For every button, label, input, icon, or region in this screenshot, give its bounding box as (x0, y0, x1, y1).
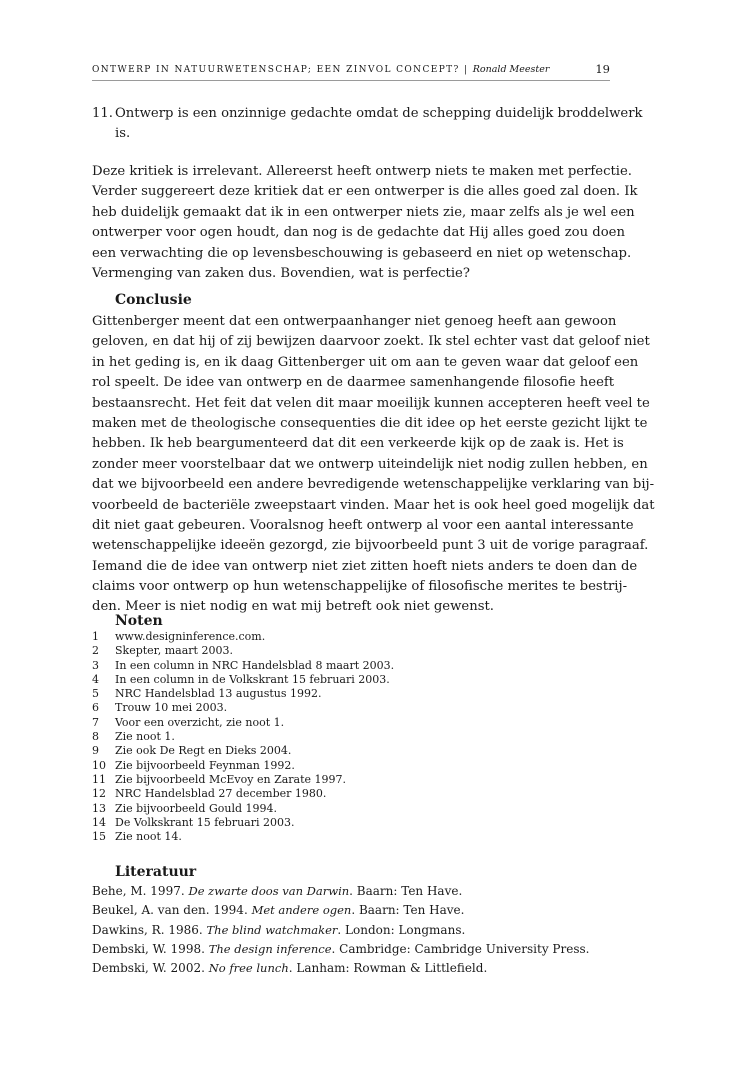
section-heading-noten: Noten (115, 613, 163, 629)
section-heading-literatuur: Literatuur (115, 864, 197, 880)
text-line: Verder suggereert deze kritiek dat er een ontwerper is die alles goed zal doen. Ik (92, 184, 638, 200)
notes-list (92, 630, 492, 844)
item-number: 11. (92, 106, 113, 121)
note-item (92, 759, 492, 773)
text-line: dat we bijvoorbeeld een andere bevredigende wetenschappelijke verklaring van bij- (92, 477, 655, 493)
text-line: geloven, en dat hij of zij bewijzen daarvoor zoekt. Ik stel echter vast dat geloof niet (92, 334, 650, 350)
note-text: De Volkskrant 15 februari 2003. (115, 815, 295, 829)
text-line: bestaansrecht. Het feit dat velen dit maar moeilijk kunnen accepteren heeft veel te (92, 395, 650, 411)
text-line: heb duidelijk gemaakt dat ik in een ontwerper niets zie, maar zelfs als je wel een (92, 204, 635, 220)
reference-title: The blind watchmaker (206, 922, 338, 937)
note-item (92, 802, 492, 816)
note-text: NRC Handelsblad 13 augustus 1992. (115, 687, 322, 701)
reference-item: Behe, M. 1997. De zwarte doos van Darwin. Baarn: Ten Have. (92, 884, 463, 898)
note-item (92, 673, 492, 687)
note-number: 12 (92, 787, 106, 801)
note-item (92, 730, 492, 744)
note-item (92, 773, 492, 787)
note-text: Zie noot 1. (115, 730, 175, 744)
text-line: rol speelt. De idee van ontwerp en de daarmee samenhangende filosofie heeft (92, 375, 615, 391)
reference-title: The design inference (208, 941, 332, 956)
note-item (92, 701, 492, 715)
note-number: 4 (92, 672, 99, 686)
numbered-item-11 (92, 104, 643, 145)
note-item (92, 787, 492, 801)
reference-title: De zwarte doos van Darwin (188, 884, 350, 898)
paragraph-critique (92, 162, 638, 284)
reference-item: Beukel, A. van den. 1994. Met andere ogen. Baarn: Ten Have. (92, 903, 465, 918)
note-number: 8 (92, 730, 99, 744)
running-header (92, 62, 610, 81)
note-number: 7 (92, 715, 99, 729)
note-text: Zie bijvoorbeeld Gould 1994. (115, 801, 278, 815)
note-text: Zie bijvoorbeeld McEvoy en Zarate 1997. (115, 772, 346, 786)
note-text: Zie ook De Regt en Dieks 2004. (115, 744, 292, 758)
reference-title: No free lunch (208, 961, 289, 976)
note-number: 10 (92, 758, 106, 772)
note-item (92, 716, 492, 730)
reference-item: Dembski, W. 2002. No free lunch. Lanham: Rowman & Littlefield. (92, 961, 488, 976)
text-line: Vermenging van zaken dus. Bovendien, wat is perfectie? (92, 265, 470, 281)
text-line: Iemand die de idee van ontwerp niet ziet zitten hoeft niets anders te doen dan de (92, 558, 638, 574)
section-heading-conclusie: Conclusie (115, 292, 192, 308)
running-author: Ronald Meester (472, 64, 550, 75)
note-text: Zie noot 14. (115, 830, 182, 844)
text-line: Gittenberger meent dat een ontwerpaanhanger niet genoeg heeft aan gewoon (92, 314, 617, 329)
note-item (92, 687, 492, 701)
reference-title: Met andere ogen (251, 903, 352, 918)
note-item (92, 816, 492, 830)
text-line: in het geding is, en ik daag Gittenberger uit om aan te geven waar dat geloof een (92, 354, 639, 370)
text-line: voorbeeld de bacteriële zweepstaart vinden. Maar het is ook heel goed mogelijk dat (92, 497, 655, 513)
note-number: 11 (92, 772, 106, 786)
note-item (92, 830, 492, 844)
note-number: 15 (92, 830, 106, 844)
note-text: Zie bijvoorbeeld Feynman 1992. (115, 758, 295, 772)
item-line: is. (115, 126, 131, 142)
page-number: 19 (595, 62, 610, 76)
note-number: 6 (92, 701, 99, 715)
text-line: een verwachting die op levensbeschouwing is gebaseerd en niet op wetenschap. (92, 245, 632, 261)
text-line: claims voor ontwerp op hun wetenschappelijke of filosofische merites te bestrij- (92, 579, 628, 595)
note-number: 2 (92, 644, 99, 658)
text-line: ontwerper voor ogen houdt, dan nog is de gedachte dat Hij alles goed zou doen (92, 225, 625, 241)
paragraph-conclusie (92, 312, 655, 618)
note-item (92, 644, 492, 658)
reference-list (92, 882, 611, 978)
note-text: In een column in NRC Handelsblad 8 maart 2003. (115, 658, 395, 672)
note-item (92, 744, 492, 758)
note-text: Skepter, maart 2003. (115, 644, 233, 658)
reference-item: Dembski, W. 1998. The design inference. Cambridge: Cambridge University Press. (92, 941, 590, 956)
text-line: Deze kritiek is irrelevant. Allereerst heeft ontwerp niets te maken met perfectie. (92, 164, 632, 179)
text-line: den. Meer is niet nodig en wat mij betreft ook niet gewenst. (92, 599, 494, 615)
note-text: www.designinference.com. (115, 630, 266, 643)
reference-item: Dawkins, R. 1986. The blind watchmaker. London: Longmans. (92, 922, 466, 937)
note-number: 5 (92, 687, 99, 701)
text-line: dit niet gaat gebeuren. Vooralsnog heeft ontwerp al voor een aantal interessante (92, 517, 634, 533)
note-number: 3 (92, 658, 99, 672)
note-text: Trouw 10 mei 2003. (115, 701, 228, 715)
note-text: Voor een overzicht, zie noot 1. (115, 715, 285, 729)
note-number: 13 (92, 801, 106, 815)
text-line: zonder meer voorstelbaar dat we ontwerp uiteindelijk niet nodig zullen hebben, en (92, 456, 648, 472)
text-line: wetenschappelijke ideeën gezorgd, zie bijvoorbeeld punt 3 uit de vorige paragraaf. (92, 538, 649, 554)
text-line: maken met de theologische consequenties die dit idee op het eerste gezicht lijkt te (92, 415, 648, 431)
item-line: Ontwerp is een onzinnige gedachte omdat de schepping duidelijk broddelwerk (115, 106, 643, 121)
note-number: 14 (92, 815, 106, 829)
note-number: 1 (92, 630, 99, 643)
note-number: 9 (92, 744, 99, 758)
note-item (92, 659, 492, 673)
note-text: In een column in de Volkskrant 15 februari 2003. (115, 672, 390, 686)
note-item (92, 630, 492, 644)
note-text: NRC Handelsblad 27 december 1980. (115, 787, 327, 801)
text-line: hebben. Ik heb beargumenteerd dat dit een verkeerde kijk op de zaak is. Het is (92, 436, 624, 452)
running-title: ONTWERP IN NATUURWETENSCHAP; EEN ZINVOL CONCEPT? | Ronald Meester (92, 64, 550, 75)
